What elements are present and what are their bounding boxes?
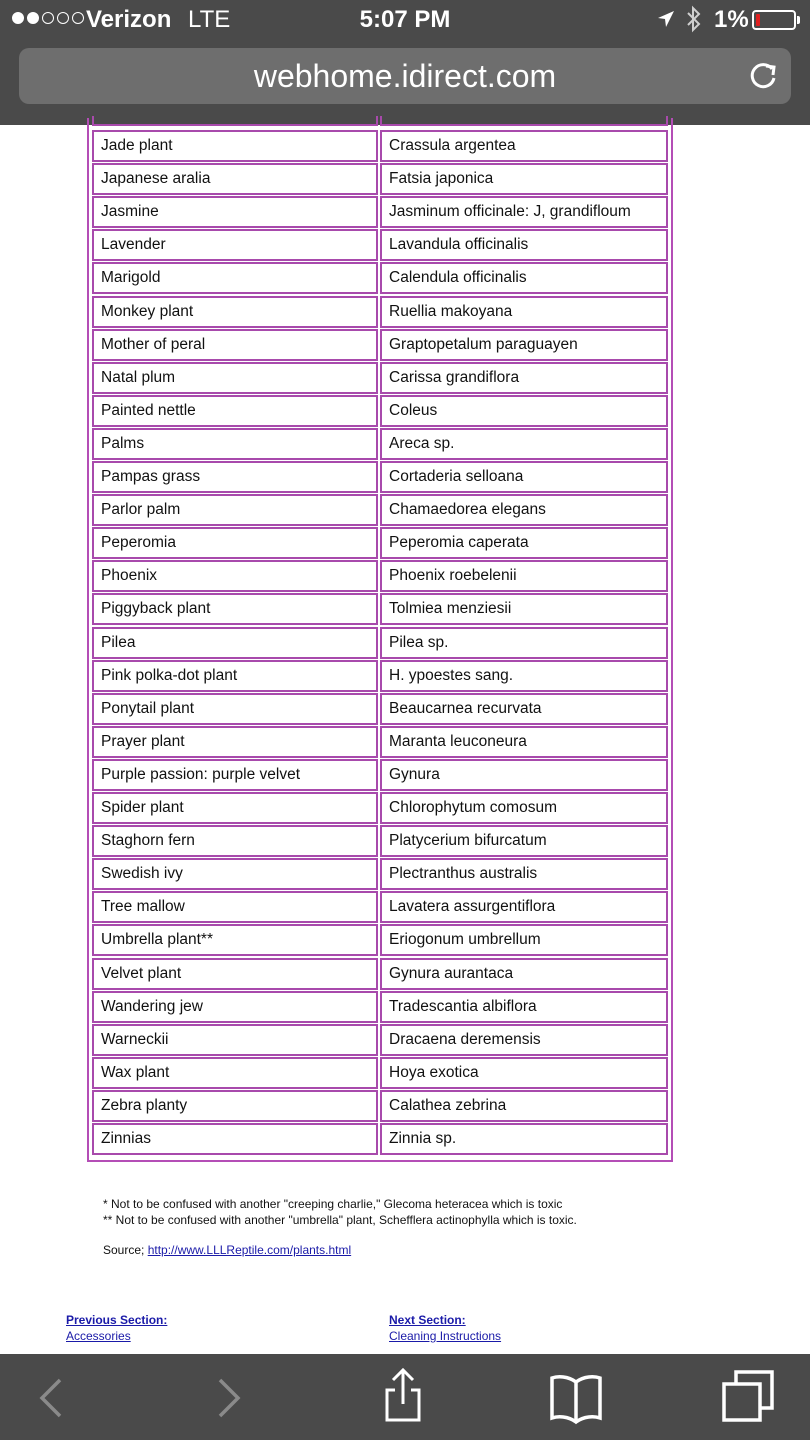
source-label: Source; [103, 1243, 148, 1257]
table-row [89, 825, 671, 857]
table-cell-scientific: Calendula officinalis [380, 262, 668, 294]
table-row [89, 362, 671, 394]
table-cell-scientific: Gynura aurantaca [380, 958, 668, 990]
table-cell-common [92, 116, 378, 126]
table-cell-common: Peperomia [92, 527, 378, 559]
table-row [89, 924, 671, 956]
table-row [89, 660, 671, 692]
browser-top-chrome [0, 0, 810, 125]
table-cell-common: Palms [92, 428, 378, 460]
table-cell-common: Swedish ivy [92, 858, 378, 890]
battery-icon [752, 10, 796, 30]
table-cell-scientific: Ruellia makoyana [380, 296, 668, 328]
table-cell-common: Pampas grass [92, 461, 378, 493]
battery-percentage: 1% [714, 6, 749, 33]
table-cell-scientific: Zinnia sp. [380, 1123, 668, 1155]
table-cell-scientific: Graptopetalum paraguayen [380, 329, 668, 361]
table-cell-common: Staghorn fern [92, 825, 378, 857]
bluetooth-icon [684, 5, 704, 40]
table-cell-common: Tree mallow [92, 891, 378, 923]
table-cell-common: Prayer plant [92, 726, 378, 758]
table-cell-scientific: Eriogonum umbrellum [380, 924, 668, 956]
table-row [89, 891, 671, 923]
plant-table [87, 118, 673, 1162]
table-cell-common: Warneckii [92, 1024, 378, 1056]
table-cell-common: Zinnias [92, 1123, 378, 1155]
table-cell-common: Lavender [92, 229, 378, 261]
browser-toolbar [0, 1354, 810, 1440]
table-row [89, 693, 671, 725]
table-row [89, 494, 671, 526]
source-link[interactable]: http://www.LLLReptile.com/plants.html [147, 1243, 352, 1257]
table-cell-common: Natal plum [92, 362, 378, 394]
table-cell-scientific: Crassula argentea [380, 130, 668, 162]
table-row [89, 726, 671, 758]
table-cell-scientific: Carissa grandiflora [380, 362, 668, 394]
table-row [89, 229, 671, 261]
url-text[interactable]: webhome.idirect.com [253, 58, 557, 94]
reload-icon[interactable] [745, 58, 781, 94]
table-row [89, 593, 671, 625]
footnote-creeping-charlie: * Not to be confused with another "creeping charlie," Glecoma heteracea which is toxic [103, 1197, 563, 1211]
tabs-icon[interactable] [716, 1366, 780, 1430]
table-cell-scientific: Chamaedorea elegans [380, 494, 668, 526]
back-icon[interactable] [18, 1366, 82, 1430]
table-cell-common: Wax plant [92, 1057, 378, 1089]
bookmarks-icon[interactable] [544, 1366, 608, 1430]
table-row [89, 1024, 671, 1056]
table-cell-common: Mother of peral [92, 329, 378, 361]
table-cell-common: Purple passion: purple velvet [92, 759, 378, 791]
table-cell-scientific: Areca sp. [380, 428, 668, 460]
table-row [89, 461, 671, 493]
address-bar[interactable] [19, 48, 791, 104]
table-row [89, 130, 671, 162]
table-row [89, 858, 671, 890]
table-row [89, 296, 671, 328]
table-cell-scientific: Tradescantia albiflora [380, 991, 668, 1023]
table-row [89, 395, 671, 427]
table-cell-scientific: Lavandula officinalis [380, 229, 668, 261]
table-row [89, 262, 671, 294]
previous-section-nav [66, 1312, 167, 1344]
previous-section-link[interactable]: Accessories [66, 1329, 131, 1343]
table-cell-common: Painted nettle [92, 395, 378, 427]
table-row [89, 428, 671, 460]
previous-section-heading[interactable]: Previous Section: [66, 1313, 168, 1327]
table-cell-common: Jade plant [92, 130, 378, 162]
table-row [89, 527, 671, 559]
table-row [89, 958, 671, 990]
table-row [89, 792, 671, 824]
next-section-heading[interactable]: Next Section: [389, 1313, 466, 1327]
table-cell-common: Phoenix [92, 560, 378, 592]
location-arrow-icon [656, 8, 676, 36]
table-cell-scientific: Cortaderia selloana [380, 461, 668, 493]
share-icon[interactable] [371, 1366, 435, 1430]
next-section-nav [389, 1312, 501, 1344]
table-cell-scientific: Phoenix roebelenii [380, 560, 668, 592]
status-bar [0, 0, 810, 40]
source-line [103, 1243, 351, 1257]
table-row [89, 627, 671, 659]
table-row [89, 1057, 671, 1089]
next-section-link[interactable]: Cleaning Instructions [389, 1329, 502, 1343]
table-cell-scientific: Calathea zebrina [380, 1090, 668, 1122]
table-cell-common: Marigold [92, 262, 378, 294]
table-row [89, 1123, 671, 1155]
table-row [89, 163, 671, 195]
network-type: LTE [188, 6, 231, 33]
table-cell-scientific: Coleus [380, 395, 668, 427]
table-row [89, 991, 671, 1023]
footnote-umbrella-plant: ** Not to be confused with another "umbrella" plant, Schefflera actinophylla which is toxic. [103, 1213, 577, 1227]
table-cell-common: Velvet plant [92, 958, 378, 990]
table-cell-scientific: Gynura [380, 759, 668, 791]
forward-icon[interactable] [198, 1366, 262, 1430]
table-cell-common: Ponytail plant [92, 693, 378, 725]
table-cell-common: Pilea [92, 627, 378, 659]
table-cell-common: Monkey plant [92, 296, 378, 328]
table-cell-scientific: Chlorophytum comosum [380, 792, 668, 824]
table-cell-common: Spider plant [92, 792, 378, 824]
table-cell-scientific: Hoya exotica [380, 1057, 668, 1089]
table-cell-common: Jasmine [92, 196, 378, 228]
table-cell-scientific: Dracaena deremensis [380, 1024, 668, 1056]
table-cell-scientific: Jasminum officinale: J, grandifloum [380, 196, 668, 228]
table-cell-scientific: Lavatera assurgentiflora [380, 891, 668, 923]
table-row [89, 329, 671, 361]
table-cell-common: Umbrella plant** [92, 924, 378, 956]
table-cell-scientific: Tolmiea menziesii [380, 593, 668, 625]
table-cell-common: Piggyback plant [92, 593, 378, 625]
footnotes [103, 1196, 577, 1228]
table-cell-scientific: Fatsia japonica [380, 163, 668, 195]
table-cell-scientific: Plectranthus australis [380, 858, 668, 890]
table-row [89, 759, 671, 791]
table-cell-scientific: H. ypoestes sang. [380, 660, 668, 692]
table-cell-scientific [380, 116, 668, 126]
carrier-name: Verizon [86, 6, 172, 33]
table-cell-scientific: Maranta leuconeura [380, 726, 668, 758]
table-row [89, 1090, 671, 1122]
table-cell-scientific: Pilea sp. [380, 627, 668, 659]
table-cell-common: Japanese aralia [92, 163, 378, 195]
table-cell-common: Parlor palm [92, 494, 378, 526]
battery-tip [797, 16, 800, 24]
table-row [89, 560, 671, 592]
table-cell-common: Wandering jew [92, 991, 378, 1023]
table-cell-scientific: Peperomia caperata [380, 527, 668, 559]
status-time: 5:07 PM [359, 6, 451, 33]
table-cell-common: Pink polka-dot plant [92, 660, 378, 692]
table-cell-scientific: Beaucarnea recurvata [380, 693, 668, 725]
table-row [89, 196, 671, 228]
table-cell-scientific: Platycerium bifurcatum [380, 825, 668, 857]
table-cell-common: Zebra planty [92, 1090, 378, 1122]
